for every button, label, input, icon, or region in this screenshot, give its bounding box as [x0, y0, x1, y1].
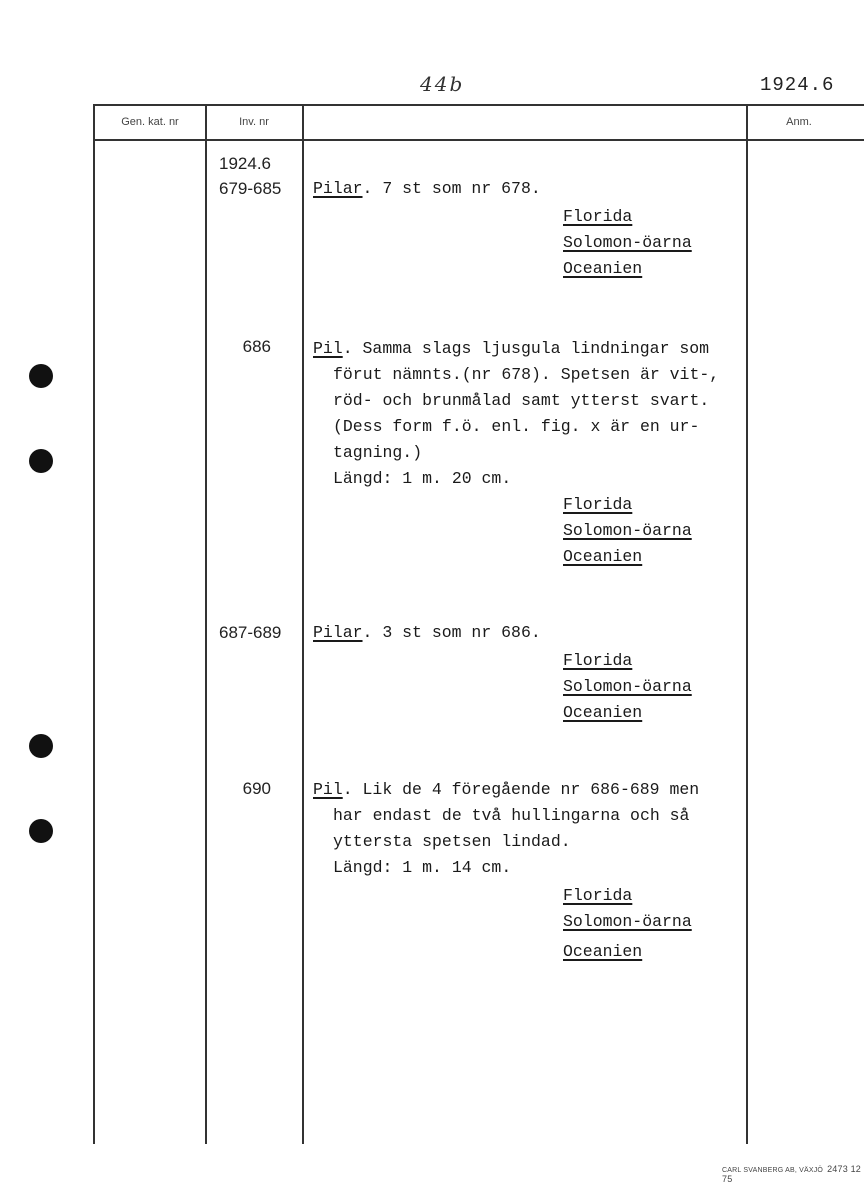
form-code: 2473 12 75 — [722, 1164, 862, 1184]
printer-imprint — [722, 1164, 864, 1184]
entry-length: Längd: 1 m. 20 cm. — [333, 469, 512, 488]
anm-divider — [746, 104, 748, 1144]
inv-divider — [302, 104, 304, 1144]
location-region: Oceanien — [563, 703, 643, 722]
entry-text-line: har endast de två hullingarna och så — [333, 806, 690, 825]
entry-text: . Lik de 4 föregående nr 686-689 men — [342, 780, 700, 799]
table-left-border — [93, 104, 95, 1144]
entry-title: Pilar — [313, 623, 363, 642]
entry-text-line: yttersta spetsen lindad. — [333, 832, 571, 851]
catalog-year: 1924.6 — [760, 74, 835, 96]
entry-first-line — [313, 336, 709, 362]
punch-hole — [29, 364, 53, 388]
location-region: Oceanien — [563, 259, 643, 278]
location-archipelago: Solomon-öarna — [563, 233, 692, 252]
inv-number: 686 — [242, 337, 271, 356]
location-island: Florida — [563, 207, 633, 226]
location-island: Florida — [563, 495, 633, 514]
location-island: Florida — [563, 886, 633, 905]
entry-text: . Samma slags ljusgula lindningar som — [342, 339, 710, 358]
entry-title: Pil — [313, 339, 343, 358]
entry-first-line — [313, 620, 541, 646]
page-number: 44b — [420, 72, 465, 96]
location-region: Oceanien — [563, 942, 643, 961]
column-header-gen-kat: Gen. kat. nr — [121, 116, 179, 128]
location-region: Oceanien — [563, 547, 643, 566]
entry-text-line: (Dess form f.ö. enl. fig. x är en ur- — [333, 417, 700, 436]
printer-name: CARL SVANBERG AB, VÄXJÖ — [722, 1167, 824, 1174]
inv-number: 687-689 — [219, 623, 282, 642]
entry-length: Längd: 1 m. 14 cm. — [333, 858, 512, 877]
header-top-rule — [93, 104, 864, 106]
entry-text: . 3 st som nr 686. — [362, 623, 541, 642]
inv-number: 679-685 — [219, 179, 282, 198]
entry-title: Pil — [313, 780, 343, 799]
entry-text-line: förut nämnts.(nr 678). Spetsen är vit-, — [333, 365, 720, 384]
punch-hole — [29, 819, 53, 843]
entry-text-line: tagning.) — [333, 443, 423, 462]
entry-first-line — [313, 176, 541, 202]
entry-title: Pilar — [313, 179, 363, 198]
inv-date: 1924.6 — [219, 154, 271, 173]
column-header-anm: Anm. — [786, 116, 812, 128]
entry-text: . 7 st som nr 678. — [362, 179, 541, 198]
entry-text-line: röd- och brunmålad samt ytterst svart. — [333, 391, 710, 410]
location-archipelago: Solomon-öarna — [563, 521, 692, 540]
punch-hole — [29, 734, 53, 758]
column-header-inv: Inv. nr — [239, 116, 269, 128]
location-archipelago: Solomon-öarna — [563, 677, 692, 696]
entry-first-line — [313, 777, 699, 803]
gen-kat-divider — [205, 104, 207, 1144]
inv-number: 690 — [242, 779, 271, 798]
location-archipelago: Solomon-öarna — [563, 912, 692, 931]
header-bottom-rule — [93, 139, 864, 141]
punch-hole — [29, 449, 53, 473]
location-island: Florida — [563, 651, 633, 670]
